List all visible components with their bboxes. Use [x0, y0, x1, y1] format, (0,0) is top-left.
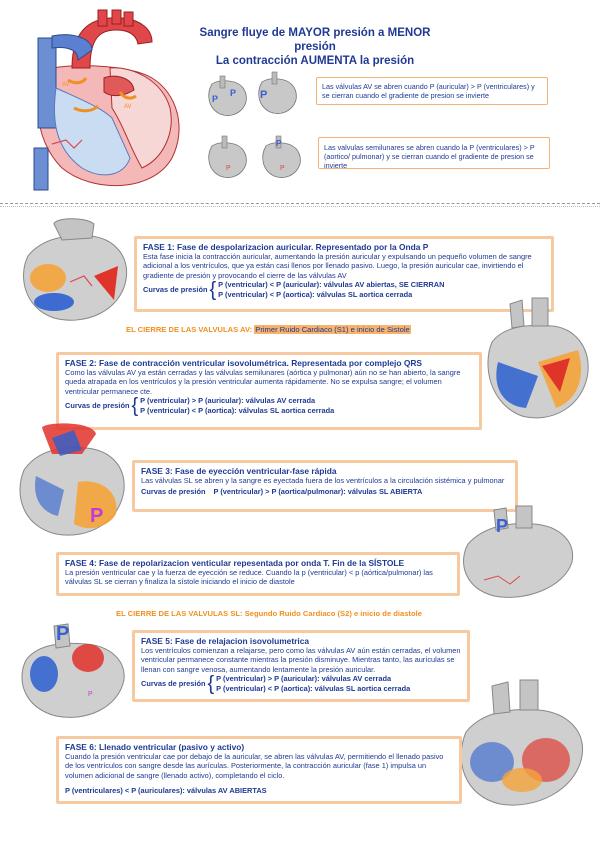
phase-2-box	[56, 352, 482, 430]
brace-icon: {	[209, 278, 217, 301]
phase-3-title: FASE 3: Fase de eyección ventricular-fase rápida	[141, 466, 337, 476]
brace-icon: {	[207, 672, 215, 695]
note-av-valves	[316, 77, 548, 105]
note-sl-valves	[318, 137, 550, 169]
cierre-sl-line	[116, 609, 476, 618]
phase-4-heart-label: P	[496, 516, 509, 536]
heart-phase-5	[14, 620, 130, 720]
phase-5-body: Los ventrículos comienzan a relajarse, pero como las válvulas AV aún están cerradas, el volumen ventricular permanece constante mientras la presión disminuye. Mientras tanto, las aurículas se llenan con sangre venosa, aumentando lentamente la presión auricular.	[141, 646, 461, 674]
phase-2-curve-2: P (ventricular) < P (aortica): válvulas SL aortica cerrada	[140, 405, 335, 415]
phase-1-body: Esta fase inicia la contracción auricular, aumentando la presión auricular y expulsando un pequeño volumen de sangre adicional a los ventrículos, que ya están casi llenos por llenado pasivo. Luego, la presión auricular cae, invirtiendo el gradiente de presión y provocando el cierre de las válvulas AV	[143, 252, 532, 280]
cierre-av-prefix: EL CIERRE DE LAS VALVULAS AV:	[126, 325, 253, 334]
phase-2-curve-1: P (ventricular) > P (auricular): válvulas AV cerrada	[140, 396, 316, 406]
mini-heart-1-label-b: P	[230, 88, 237, 98]
phase-4-title: FASE 4: Fase de repolarizacion venticular repesentada por onda T. Fin de la SÍSTOLE	[65, 558, 405, 568]
mini-heart-1-label-a: P	[212, 94, 219, 104]
phase-2-body: Como las válvulas AV ya están cerradas y las válvulas semilunares (aórtica y pulmonar) aún no se han abierto, la sangre queda atrapada en los ventrículos y la presión ventricular aumenta rápidamente. No se expulsa sangre; el volumen ventricular permanece cte.	[65, 368, 461, 396]
heart-phase-6	[452, 676, 592, 812]
cierre-sl-prefix: EL CIERRE DE LAS VALVULAS SL:	[116, 609, 243, 618]
phase-2-curves	[65, 396, 473, 415]
phase-6-curve-1: P (ventriculares) < P (auriculares): válvulas AV ABIERTAS	[65, 786, 267, 796]
phase-5-curve-2: P (ventricular) < P (aortica): válvulas SL aortica cerrada	[216, 683, 411, 693]
mini-heart-2-label: P	[260, 89, 268, 101]
phase-2-curves-label: Curvas de presión	[65, 401, 130, 411]
phase-5-title: FASE 5: Fase de relajacion isovolumetrica	[141, 636, 310, 646]
phase-5-box	[132, 630, 470, 702]
phase-3-curves	[141, 487, 509, 496]
section-divider-dotted	[0, 206, 600, 207]
heart-phase-2	[482, 296, 592, 426]
phase-4-body: La presión ventricular cae y la fuerza de eyección se reduce. Cuando la p (ventricular) < p (aórtica/pulmonar) las válvulas SL se cierran y finaliza la sístole iniciando el inicio de diastole	[65, 568, 433, 587]
phase-5-curve-1: P (ventricular) > P (auricular): válvulas AV cerrada	[216, 674, 392, 684]
phase-3-body: Las válvulas SL se abren y la sangre es eyectada fuera de los ventrículos a la circulación sistémica y pulmonar	[141, 476, 505, 485]
phase-1-curve-2: P (ventricular) < P (aortica): válvulas SL aortica cerrada	[218, 289, 413, 299]
phase-3-heart-label: P	[90, 505, 104, 527]
heart-phase-1	[14, 216, 134, 324]
phase-1-title: FASE 1: Fase de despolarizacion auricular. Representado por la Onda P	[143, 242, 429, 252]
phase-5-curves	[141, 674, 461, 693]
note-av-valves-text: Las válvulas AV se abren cuando P (auricular) > P (ventriculares) y se cierran cuando el gradiente de presion se invierte	[322, 82, 535, 100]
phase-6-title: FASE 6: Llenado ventricular (pasivo y activo)	[65, 742, 245, 752]
main-heart-illustration	[12, 8, 187, 196]
phase-1-curve-1: P (ventricular) < P (auricular): válvulas AV abiertas, SE CIERRAN	[218, 280, 445, 290]
phase-4-box	[56, 552, 460, 596]
mini-heart-2	[254, 68, 300, 118]
heart-phase-4	[454, 504, 584, 600]
brace-icon: {	[131, 394, 139, 417]
cierre-av-highlight: Primer Ruido Cardiaco (S1) e inicio de Sistole	[255, 325, 410, 334]
phase-5-curves-label: Curvas de presión	[141, 679, 206, 689]
mini-heart-3	[204, 132, 250, 182]
page-title	[180, 26, 450, 68]
phase-3-curve-1: P (ventricular) > P (aortica/pulmonar): válvulas SL ABIERTA	[213, 487, 423, 497]
mini-heart-3-label: P	[226, 165, 231, 172]
mini-heart-4-label-a: P	[276, 139, 282, 148]
phase-6-body: Cuando la presión ventricular cae por debajo de la auricular, se abren las válvulas AV, permitiendo el llenado pasivo de los ventrículos con sangre desde las aurículas. Posteriormente, la contracción auricular (fase 1) impulsa un volumen adicional de sangre (llenado activo), completando el ciclo.	[65, 752, 444, 780]
phase-2-title: FASE 2: Fase de contracción ventricular isovolumétrica. Representada por complejo QRS	[65, 358, 422, 368]
phase-3-curves-label: Curvas de presión	[141, 487, 206, 497]
mini-heart-4-label-b: P	[280, 165, 285, 172]
note-sl-valves-text: Las valvulas semilunares se abren cuando la P (ventriculares) > P (aortico/ pulmonar) y se cierran cuando el gradiente de presion se invierte	[324, 143, 535, 170]
mini-heart-1	[204, 72, 250, 118]
phase-5-heart-label-small: P	[88, 691, 93, 698]
cierre-sl-highlight: Segundo Ruido Cardiaco (S2) e inicio de diastole	[244, 609, 422, 618]
cierre-av-line	[126, 325, 466, 334]
title-line-1: Sangre fluye de MAYOR presión a MENOR presión	[199, 27, 431, 53]
valve-label-av-2: AV	[124, 104, 132, 110]
section-divider	[0, 203, 600, 204]
heart-phase-3	[12, 420, 132, 540]
phase-5-heart-label-big: P	[56, 623, 70, 645]
mini-heart-4	[258, 132, 304, 182]
title-line-2: La contracción AUMENTA la presión	[215, 55, 415, 67]
valve-label-av-1: AV	[62, 82, 70, 88]
phase-6-box	[56, 736, 462, 804]
phase-1-curves-label: Curvas de presión	[143, 285, 208, 295]
